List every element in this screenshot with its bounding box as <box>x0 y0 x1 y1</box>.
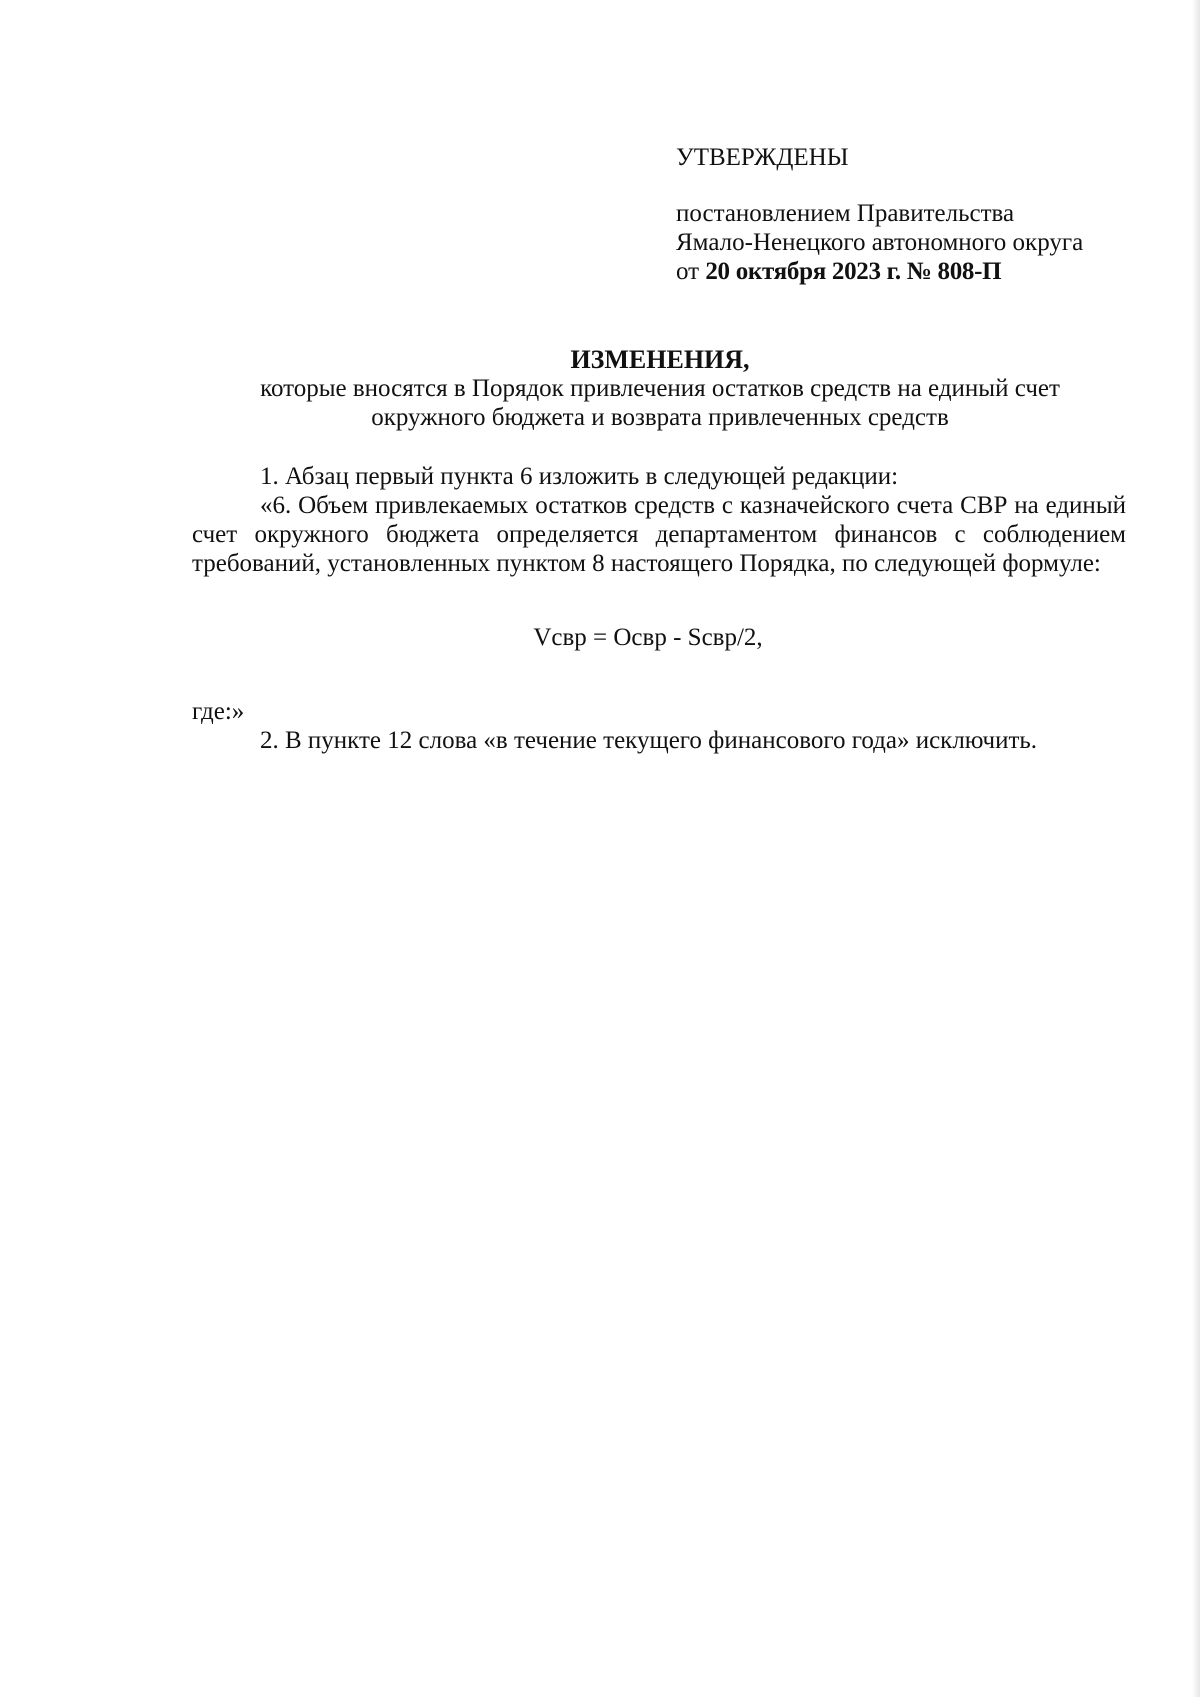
approval-block <box>676 143 1116 286</box>
document-subtitle-line-2: окружного бюджета и возврата привлеченных средств <box>371 404 949 431</box>
document-body <box>192 462 1126 755</box>
approval-line-1: постановлением Правительства <box>676 200 1015 227</box>
document-header <box>190 345 1130 432</box>
formula: Vсвр = Oсвр - Sсвр/2, <box>533 624 763 651</box>
page-edge <box>1192 0 1200 1697</box>
approval-date-value: 20 октября 2023 г. № 808-П <box>705 258 1002 285</box>
approval-title: УТВЕРЖДЕНЫ <box>676 144 849 171</box>
approval-line-2: Ямало-Ненецкого автономного округа <box>676 229 1084 256</box>
amendment-item-1: 1. Абзац первый пункта 6 изложить в следующей редакции: <box>260 463 899 490</box>
approval-date-prefix: от <box>676 258 706 285</box>
approval-date-line <box>676 257 1116 286</box>
amendment-item-2: 2. В пункте 12 слова «в течение текущего финансового года» исключить. <box>260 727 1038 754</box>
document-subtitle-line-1: которые вносятся в Порядок привлечения остатков средств на единый счет <box>260 375 1060 402</box>
amendment-item-1-quote: «6. Объем привлекаемых остатков средств с казначейского счета СВР на единый счет окружного бюджета определяется департаментом финансов с соблюдением требований, установленных пунктом 8 настоящего Порядка, по следующей формуле: <box>192 492 1126 577</box>
document-title: ИЗМЕНЕНИЯ, <box>570 345 750 374</box>
where-label: где:» <box>192 698 245 725</box>
